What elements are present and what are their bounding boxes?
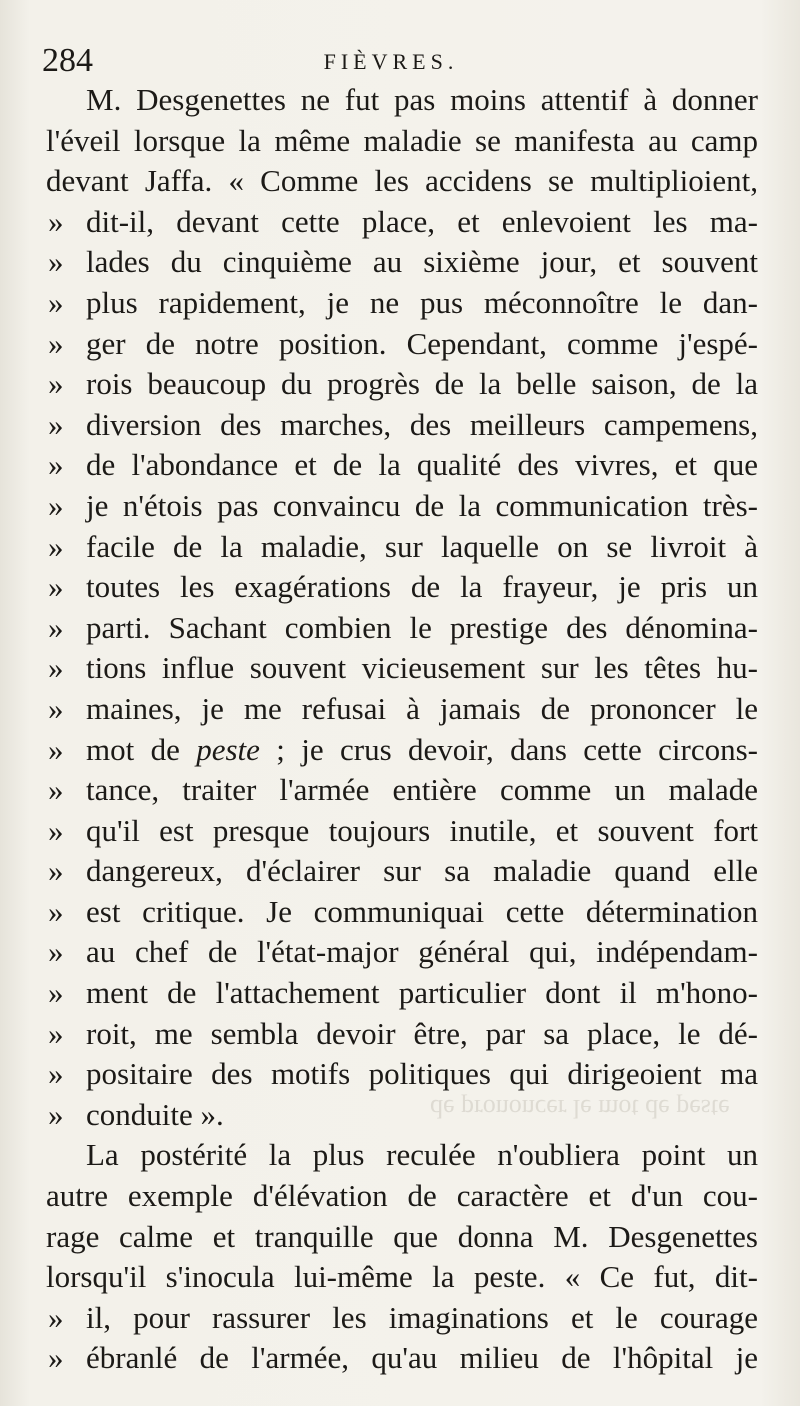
quoted-line: » rois beaucoup du progrès de la belle saison, de la — [46, 364, 758, 405]
quoted-line: » qu'il est presque toujours inutile, et souvent fort — [46, 811, 758, 852]
text-line: lorsqu'il s'inocula lui-même la peste. « Ce fut, dit- — [46, 1259, 758, 1295]
quoted-line: » tions influe souvent vicieusement sur les têtes hu- — [46, 648, 758, 689]
quoted-line: » positaire des motifs politiques qui dirigeoient ma — [46, 1054, 758, 1095]
quoted-line: » de l'abondance et de la qualité des vivres, et que — [46, 445, 758, 486]
quoted-line: » tance, traiter l'armée entière comme un malade — [46, 770, 758, 811]
quoted-line: » conduite ». — [46, 1095, 758, 1136]
quoted-line: » parti. Sachant combien le prestige des dénomina- — [46, 608, 758, 649]
quoted-line: » lades du cinquième au sixième jour, et souvent — [46, 242, 758, 283]
running-head — [42, 38, 740, 84]
text-line: devant Jaffa. « Comme les accidens se multiplioient, — [46, 163, 758, 199]
quoted-line: » je n'étois pas convaincu de la communication très- — [46, 486, 758, 527]
quoted-line: » toutes les exagérations de la frayeur, je pris un — [46, 567, 758, 608]
text-line: La postérité la plus reculée n'oubliera point un — [86, 1137, 758, 1173]
quoted-line: » il, pour rassurer les imaginations et le courage — [46, 1298, 758, 1339]
quoted-line: » mot de peste ; je crus devoir, dans cette circons- — [46, 730, 758, 771]
quoted-line: » au chef de l'état-major général qui, indépendam- — [46, 932, 758, 973]
quoted-line: » facile de la maladie, sur laquelle on se livroit à — [46, 527, 758, 568]
quoted-line: » est critique. Je communiquai cette détermination — [46, 892, 758, 933]
quoted-line: » ébranlé de l'armée, qu'au milieu de l'hôpital je — [46, 1338, 758, 1379]
quoted-line: » dit-il, devant cette place, et enlevoient les ma- — [46, 202, 758, 243]
quoted-line: » roit, me sembla devoir être, par sa place, le dé- — [46, 1014, 758, 1055]
page-number: 284 — [42, 42, 93, 79]
emphasized-word: peste — [196, 731, 260, 767]
quoted-line: » ger de notre position. Cependant, comme j'espé- — [46, 324, 758, 365]
text-line: autre exemple d'élévation de caractère et d'un cou- — [46, 1178, 758, 1214]
text-line: l'éveil lorsque la même maladie se manifesta au camp — [46, 122, 758, 158]
quoted-line: » dangereux, d'éclairer sur sa maladie quand elle — [46, 851, 758, 892]
quoted-line: » maines, je me refusai à jamais de prononcer le — [46, 689, 758, 730]
text-line: M. Desgenettes ne fut pas moins attentif à donner — [86, 82, 758, 117]
quoted-line: » ment de l'attachement particulier dont il m'hono- — [46, 973, 758, 1014]
body-text — [46, 80, 758, 1379]
quoted-line: » diversion des marches, des meilleurs campemens, — [46, 405, 758, 446]
bleed-through-text: de prononcer le mot de peste — [430, 1094, 730, 1123]
text-line: rage calme et tranquille que donna M. Desgenettes — [46, 1218, 758, 1254]
quoted-line: » plus rapidement, je ne pus méconnoître le dan- — [46, 283, 758, 324]
running-title: FIÈVRES. — [323, 49, 459, 74]
